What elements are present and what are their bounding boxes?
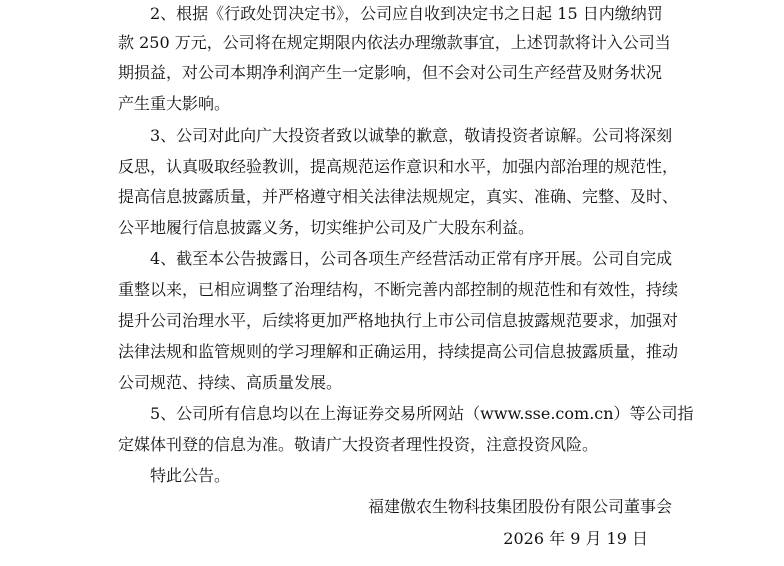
closing-statement: 特此公告。 bbox=[150, 466, 231, 485]
item-5-line-1: 5、公司所有信息均以在上海证券交易所网站（www.sse.com.cn）等公司指 bbox=[150, 404, 694, 423]
item-3-line-1: 3、公司对此向广大投资者致以诚挚的歉意，敬请投资者谅解。公司将深刻 bbox=[150, 126, 673, 145]
item-3-line-4: 公平地履行信息披露义务，切实维护公司及广大股东利益。 bbox=[118, 218, 535, 237]
item-4-line-5: 公司规范、持续、高质量发展。 bbox=[118, 373, 343, 392]
item-2-line-1: 2、根据《行政处罚决定书》，公司应自收到决定书之日起 15 日内缴纳罚 bbox=[150, 4, 663, 23]
item-4-line-1: 4、截至本公告披露日，公司各项生产经营活动正常有序开展。公司自完成 bbox=[150, 249, 673, 268]
item-4-line-4: 法律法规和监管规则的学习理解和正确运用，持续提高公司信息披露质量，推动 bbox=[118, 342, 679, 361]
signature-date: 2026 年 9 月 19 日 bbox=[503, 529, 648, 548]
item-4-line-3: 提升公司治理水平，后续将更加严格地执行上市公司信息披露规范要求，加强对 bbox=[118, 311, 679, 330]
item-2-line-2: 款 250 万元，公司将在规定期限内依法办理缴款事宜，上述罚款将计入公司当 bbox=[118, 33, 671, 52]
item-3-line-2: 反思，认真吸取经验教训，提高规范运作意识和水平，加强内部治理的规范性， bbox=[118, 157, 679, 176]
item-2-line-3: 期损益，对公司本期净利润产生一定影响，但不会对公司生产经营及财务状况 bbox=[118, 63, 663, 82]
item-3-line-3: 提高信息披露质量，并严格遵守相关法律法规规定，真实、准确、完整、及时、 bbox=[118, 187, 679, 206]
item-2-line-4: 产生重大影响。 bbox=[118, 94, 231, 113]
item-4-line-2: 重整以来，已相应调整了治理结构，不断完善内部控制的规范性和有效性，持续 bbox=[118, 280, 679, 299]
item-5-line-2: 定媒体刊登的信息为准。敬请广大投资者理性投资，注意投资风险。 bbox=[118, 435, 599, 454]
signature-company: 福建傲农生物科技集团股份有限公司董事会 bbox=[367, 497, 672, 516]
